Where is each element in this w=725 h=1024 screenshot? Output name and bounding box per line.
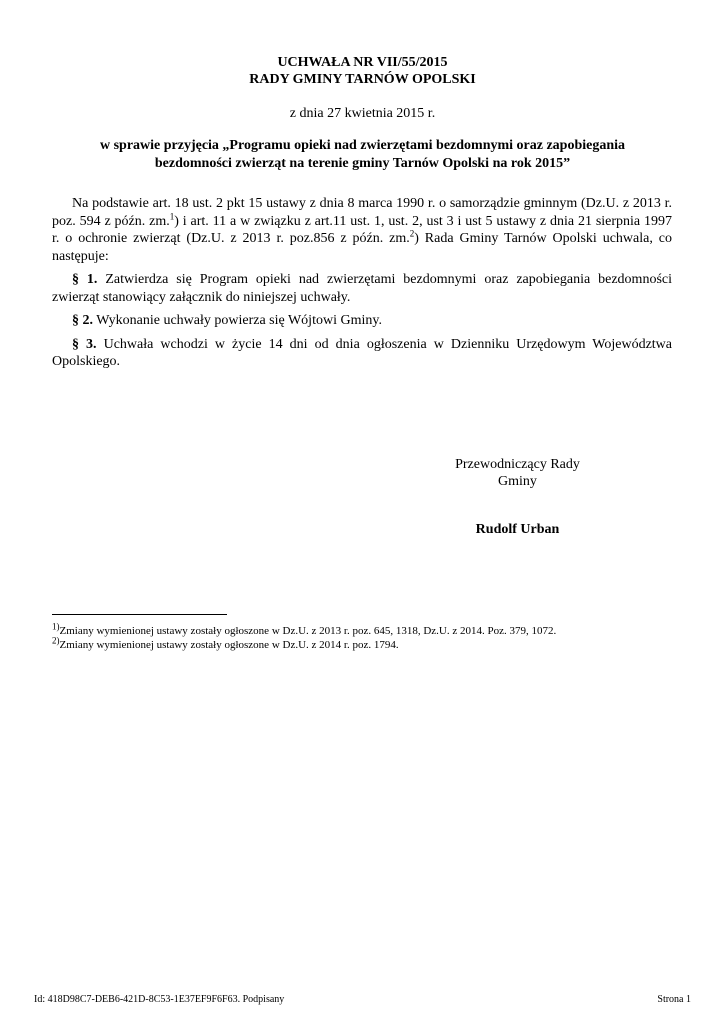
preamble-paragraph [52, 195, 672, 265]
signer-name: Rudolf Urban [475, 522, 560, 537]
signature-block [430, 456, 605, 490]
subject-line-2: bezdomności zwierząt na terenie gminy Tarnów Opolski na rok 2015” [154, 156, 571, 171]
paragraph-3-text: Uchwała wchodzi w życie 14 dni od dnia ogłoszenia w Dzienniku Urzędowym Województwa Opolskiego. [52, 336, 673, 369]
document-id: Id: 418D98C7-DEB6-421D-8C53-1E37EF9F6F63. Podpisany [34, 994, 285, 1005]
subject-line-1: w sprawie przyjęcia „Programu opieki nad zwierzętami bezdomnymi oraz zapobiegania [99, 138, 626, 153]
paragraph-2-label: § 2. [72, 313, 93, 328]
preamble-text-1: Na podstawie art. 18 ust. 2 pkt 15 ustawy z dnia 8 marca 1990 r. o samorządzie gminnym (Dz.U. z 2013 r. poz. 594 z późn. zm. [52, 196, 672, 229]
paragraph-1-text: Zatwierdza się Program opieki nad zwierzętami bezdomnymi oraz zapobiegania bezdomności zwierząt stanowiący załącznik do niniejszej uchwały. [52, 272, 672, 305]
resolution-body [52, 195, 672, 377]
signature-role-line-2: Gminy [498, 474, 537, 489]
paragraph-1-label: § 1. [72, 272, 98, 287]
footnote-1 [52, 621, 672, 638]
resolution-date: z dnia 27 kwietnia 2015 r. [289, 106, 436, 121]
title-line-2: RADY GMINY TARNÓW OPOLSKI [249, 72, 476, 87]
page-number: Strona 1 [657, 994, 691, 1005]
preamble-text-3: ) Rada Gminy Tarnów Opolski uchwala, co następuje: [52, 231, 672, 264]
preamble-text-2: ) i art. 11 a w związku z art.11 ust. 1, ust. 2, ust 3 i ust 5 ustawy z dnia 21 sierpnia 1997 r. o ochronie zwierząt (Dz.U. z 2013 r. poz.856 z późn. zm. [52, 213, 673, 246]
footnote-1-mark: 1) [52, 621, 60, 632]
title-line-1: UCHWAŁA NR VII/55/2015 [277, 55, 448, 70]
paragraph-3-label: § 3. [72, 336, 97, 352]
resolution-title [0, 54, 725, 88]
footnote-2 [52, 635, 672, 652]
footnote-divider [52, 614, 227, 615]
signature-role-line-1: Przewodniczący Rady [455, 457, 580, 472]
footnote-ref-1: 1 [169, 210, 175, 221]
paragraph-3 [52, 336, 672, 371]
footnote-2-text: Zmiany wymienionej ustawy zostały ogłoszone w Dz.U. z 2014 r. poz. 1794. [59, 639, 399, 651]
paragraph-2 [52, 312, 672, 330]
paragraph-1 [52, 271, 672, 306]
footnotes [52, 621, 672, 652]
paragraph-2-text: Wykonanie uchwały powierza się Wójtowi Gminy. [93, 313, 382, 328]
resolution-subject [60, 137, 665, 173]
footnote-ref-2: 2 [409, 228, 415, 239]
footnote-1-text: Zmiany wymienionej ustawy zostały ogłoszone w Dz.U. z 2013 r. poz. 645, 1318, Dz.U. z 2014. Poz. 379, 1072. [59, 625, 557, 637]
footnote-2-mark: 2) [52, 635, 60, 646]
